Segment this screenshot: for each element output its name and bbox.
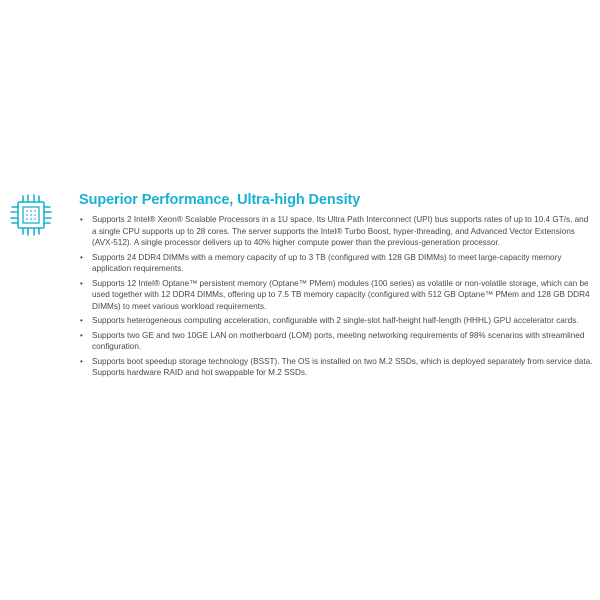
section-heading: Superior Performance, Ultra-high Density bbox=[79, 192, 361, 208]
list-item-text: Supports 24 DDR4 DIMMs with a memory capacity of up to 3 TB (configured with 128 GB DIMMs) to meet large-capacity memory application requirements. bbox=[92, 252, 562, 274]
bullet-icon: • bbox=[80, 316, 83, 326]
bullet-icon: • bbox=[80, 252, 83, 262]
bullet-icon: • bbox=[80, 356, 83, 366]
cpu-chip-icon bbox=[9, 193, 53, 237]
list-item-text: Supports 2 Intel® Xeon® Scalable Processors in a 1U space. Its Ultra Path Interconnect (UPI) bus supports rates of up to 10.4 GT/s, and a single CPU supports up to 28 cores. The server supports the Intel® Turbo Boost, hyper-threading, and Advanced Vector Extensions (AVX-512). A single processor delivers up to 40% higher compute power than the previous-generation processor. bbox=[92, 215, 589, 248]
list-item bbox=[79, 252, 594, 275]
list-item bbox=[79, 356, 594, 379]
bullet-icon: • bbox=[80, 330, 83, 340]
bullet-icon: • bbox=[80, 278, 83, 288]
list-item-text: Supports 12 Intel® Optane™ persistent memory (Optane™ PMem) modules (100 series) as volatile or non-volatile storage, which can be used together with 12 DDR4 DIMMs, offering up to 7.5 TB memory capacity (configured with 512 GB Optane™ PMem and 128 GB DDR4 DIMMs) to meet various workload requirements. bbox=[92, 278, 590, 312]
list-item bbox=[79, 214, 594, 249]
feature-section bbox=[79, 191, 594, 382]
list-item-text: Supports boot speedup storage technology (BSST). The OS is installed on two M.2 SSDs, which is deployed separately from service data. Supports hardware RAID and hot swappable for M.2 SSDs. bbox=[92, 356, 593, 378]
list-item-text: Supports two GE and two 10GE LAN on motherboard (LOM) ports, meeting networking requirements of 98% scenarios with streamlined configuration. bbox=[92, 330, 585, 352]
list-item bbox=[79, 330, 594, 353]
list-item-text: Supports heterogeneous computing acceleration, configurable with 2 single-slot half-height half-length (HHHL) GPU accelerator cards. bbox=[92, 316, 579, 326]
feature-list bbox=[79, 214, 594, 379]
list-item bbox=[79, 315, 594, 327]
list-item bbox=[79, 278, 594, 313]
bullet-icon: • bbox=[80, 215, 83, 224]
